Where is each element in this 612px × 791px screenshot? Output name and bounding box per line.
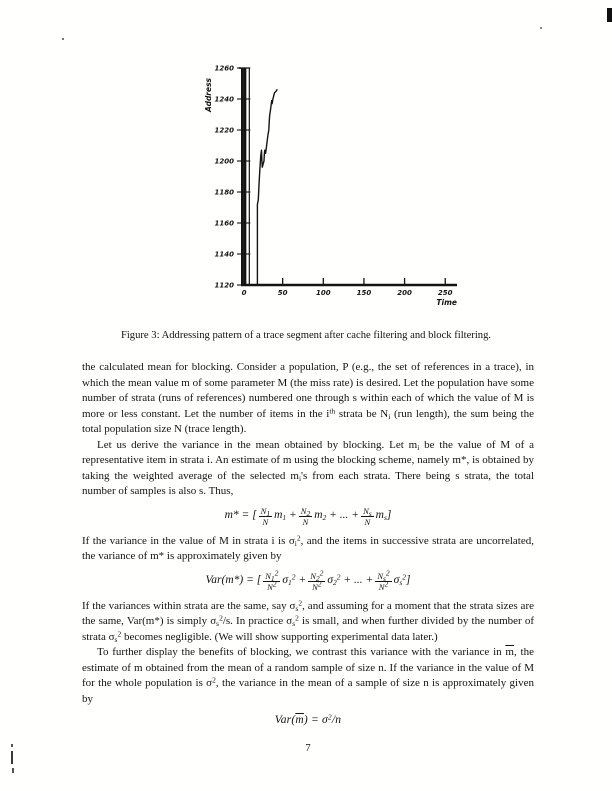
paragraph-1: the calculated mean for blocking. Consider a population, P (e.g., the set of references in a trace), in which the mean value m of some parameter M (the miss rate) is desired. Let the population have some number of strata (runs of references) numbered one through s within each of which the value of M is more or less constant. Let the number of items in the $i^{th}$ strata be $N_i$ (run length), the sum being the total population size N (trace length). bbox=[82, 361, 534, 435]
scan-artifact-dot bbox=[62, 38, 64, 40]
svg-text:1220: 1220 bbox=[214, 126, 234, 135]
equation-var-m-star: Var(m*) = [ $\frac{N_1^2}{N^2}$ $\sigma_1^2$ + $\frac{N_2^2}{N^2}$ $\sigma_2^2$ + ... + $\frac{N_s^2}{N^2}$ $\sigma_s^2$] bbox=[205, 568, 411, 592]
fraction: $\frac{N_s}{N}$ bbox=[363, 505, 372, 527]
svg-text:100: 100 bbox=[315, 289, 331, 297]
scan-artifact-corner bbox=[607, 8, 612, 22]
equation-m-star: m* = [ $\frac{N_1}{N}$ $m_1$ + $\frac{N_2}{N}$ $m_2$ + ... + $\frac{N_s}{N}$ $m_s$] bbox=[224, 505, 392, 527]
fraction: $\frac{N_1}{N}$ bbox=[260, 505, 271, 527]
fraction: $\frac{N_2}{N}$ bbox=[300, 505, 311, 527]
paragraph-2: Let us derive the variance in the mean obtained by blocking. Let $m_i$ be the value of M of a representative item in strata i. An estimate of m using the blocking scheme, namely m*, is obtained by taking the weighted average of the selected $m_i's$ from each strata. There being s strata, the total number of samples is also s. Thus, bbox=[82, 438, 534, 497]
scan-artifact-dash bbox=[11, 744, 13, 747]
svg-text:Address: Address bbox=[204, 77, 213, 112]
svg-text:1160: 1160 bbox=[214, 219, 234, 228]
svg-text:1120: 1120 bbox=[214, 281, 234, 290]
equation-var-m-bar: $Var(\overline{m}) = \sigma^2/n$ bbox=[274, 712, 342, 726]
equation-lead: m* = [ bbox=[224, 509, 257, 522]
svg-text:0: 0 bbox=[241, 289, 247, 297]
scan-artifact-dash bbox=[12, 768, 14, 773]
svg-text:1140: 1140 bbox=[214, 250, 234, 259]
svg-text:1200: 1200 bbox=[214, 157, 234, 166]
figure-3-chart bbox=[185, 60, 475, 312]
svg-text:150: 150 bbox=[356, 289, 372, 297]
svg-text:1240: 1240 bbox=[214, 95, 234, 104]
figure-caption: Figure 3: Addressing pattern of a trace segment after cache filtering and block filtering. bbox=[120, 330, 492, 341]
body-text bbox=[82, 360, 534, 756]
fraction: $\frac{N_2^2}{N^2}$ bbox=[310, 568, 324, 592]
svg-text:Time: Time bbox=[436, 298, 457, 307]
svg-text:1260: 1260 bbox=[214, 64, 234, 73]
equation-lead: Var(m*) = [ bbox=[205, 574, 262, 587]
scan-artifact-dash bbox=[11, 751, 13, 764]
paragraph-4: If the variances within strata are the same, say $\sigma_s^2$, and assuming for a moment that the strata sizes are the same, Var(m*) is simply $\sigma_s^2/s$. In practice $\sigma_s^2$ is small, and when further divided by the number of strata $\sigma_s^2$ becomes negligible. (We will show supporting experimental data later.) bbox=[82, 598, 534, 644]
fraction: $\frac{N_1^2}{N^2}$ bbox=[265, 568, 279, 592]
paragraph-5: To further display the benefits of blocking, we contrast this variance with the variance in $\overline{m}$, the estimate of m obtained from the mean of a random sample of size n. If the variance in the value of M for the whole population is $\sigma^2$, the variance in the mean of a sample of size n is approximately given by bbox=[82, 646, 534, 705]
paragraph-3: If the variance in the value of M in strata i is $\sigma_i^2$, and the items in successive strata are uncorrelated, the variance of m* is approximately given by bbox=[82, 533, 534, 562]
svg-text:200: 200 bbox=[397, 289, 412, 297]
page-number: 7 bbox=[305, 742, 311, 754]
fraction: $\frac{N_s^2}{N^2}$ bbox=[377, 568, 390, 592]
svg-text:50: 50 bbox=[277, 289, 288, 297]
scan-artifact-dot bbox=[540, 27, 542, 29]
svg-text:250: 250 bbox=[437, 289, 453, 297]
svg-text:1180: 1180 bbox=[214, 188, 234, 197]
figure-chart-svg bbox=[185, 60, 475, 312]
